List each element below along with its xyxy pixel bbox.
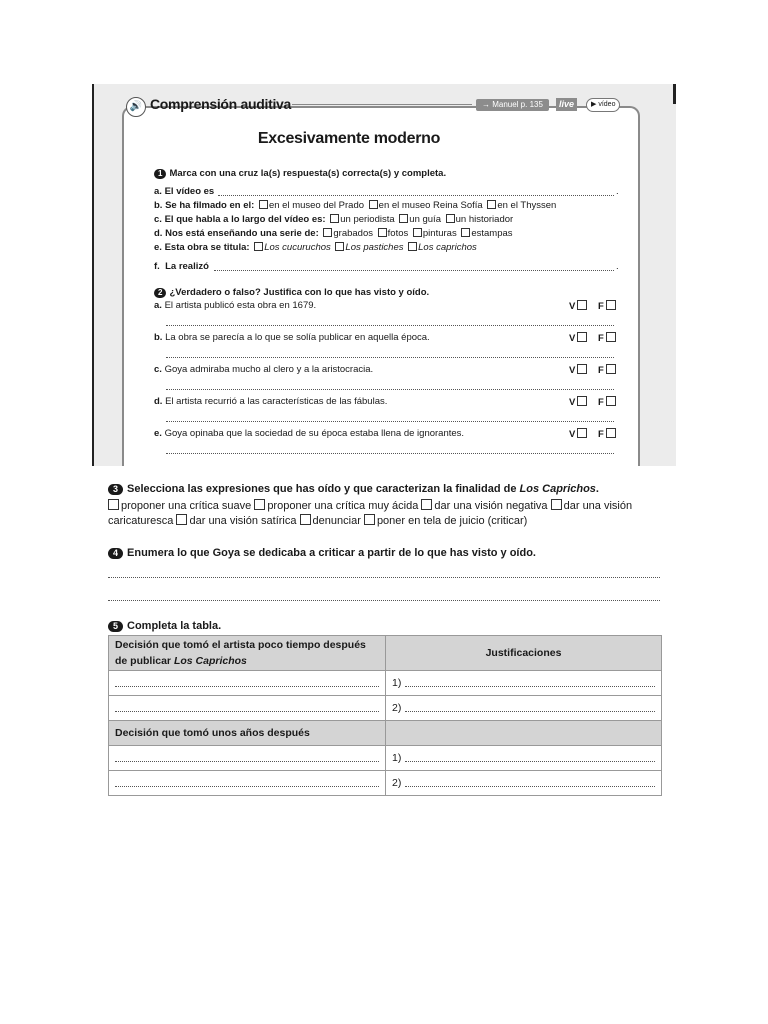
ex2-a-false[interactable] — [598, 300, 617, 312]
ex1-c-label: El que habla a lo largo del vídeo es: — [164, 214, 326, 225]
ex3-instruction: Selecciona las expresiones que has oído y que caracterizan la finalidad de — [127, 483, 517, 495]
table-row — [109, 671, 662, 696]
table-row — [109, 696, 662, 721]
ex1-a-letter: a. — [154, 186, 162, 197]
ex2-b-text: La obra se parecía a lo que se solía publicar en aquella época. — [165, 332, 430, 343]
checkbox[interactable] — [577, 300, 587, 310]
ex3-instruction-line — [108, 482, 668, 497]
ex2-d-false[interactable] — [598, 396, 617, 408]
col1-header-title: Los Caprichos — [173, 655, 247, 667]
ex1-b-label: Se ha filmado en el: — [165, 200, 255, 211]
table-section-header-row — [109, 721, 662, 746]
checkbox[interactable] — [606, 396, 616, 406]
option-label: un historiador — [455, 214, 514, 225]
ex2-instruction: ¿Verdadero o falso? Justifica con lo que has visto y oído. — [169, 287, 430, 298]
answer-line[interactable] — [405, 786, 655, 787]
ex1-f-letter: f. — [154, 261, 160, 272]
ex1-item-b — [154, 200, 556, 212]
ex2-a-true[interactable] — [569, 300, 588, 312]
row-label: 1) — [392, 752, 402, 764]
answer-line[interactable] — [115, 761, 379, 762]
checkbox[interactable] — [259, 200, 268, 209]
ex1-b-letter: b. — [154, 200, 163, 211]
section-title: Comprensión auditiva — [150, 96, 292, 112]
option-label: Los caprichos — [418, 242, 477, 253]
ex1-instruction: Marca con una cruz la(s) respuesta(s) correcta(s) y completa. — [169, 168, 447, 179]
answer-line[interactable] — [405, 686, 655, 687]
checkbox[interactable] — [577, 364, 587, 374]
ex2-d-text: El artista recurrió a las características de las fábulas. — [165, 396, 388, 407]
table-header-row — [109, 636, 662, 671]
checkbox[interactable] — [606, 364, 616, 374]
ex1-a-end-dot: . — [616, 186, 619, 197]
speaker-icon: 🔊 — [126, 97, 146, 117]
ex2-e-text: Goya opinaba que la sociedad de su época estaba llena de ignorantes. — [164, 428, 465, 439]
ex2-c-false[interactable] — [598, 364, 617, 376]
true-label: V — [569, 333, 576, 344]
ex2-c-true[interactable] — [569, 364, 588, 376]
ex1-a-answer-line[interactable] — [218, 195, 614, 196]
checkbox[interactable] — [108, 499, 119, 510]
option-label: proponer una crítica muy ácida — [267, 500, 419, 512]
exercise-card — [122, 106, 640, 466]
ex5-instruction: Completa la tabla. — [127, 620, 222, 632]
option-label: dar una visión caricaturesca — [108, 500, 633, 527]
false-label: F — [598, 365, 604, 376]
checkbox[interactable] — [421, 499, 432, 510]
ex2-c-letter: c. — [154, 364, 162, 375]
ex2-item-c — [154, 364, 373, 376]
ex1-number-badge: 1 — [154, 169, 166, 179]
option-label: grabados — [333, 228, 373, 239]
answer-line[interactable] — [115, 686, 379, 687]
checkbox[interactable] — [577, 332, 587, 342]
option-label: en el museo del Prado — [268, 200, 365, 211]
option-label: poner en tela de juicio (criticar) — [376, 515, 528, 527]
ex4-instruction-line — [108, 546, 536, 561]
col1-header — [109, 636, 386, 671]
play-icon: ▶ — [591, 101, 597, 108]
checkbox[interactable] — [551, 499, 562, 510]
ex2-b-true[interactable] — [569, 332, 588, 344]
option-label: dar una visión negativa — [434, 500, 548, 512]
ex1-item-a — [154, 186, 214, 198]
section2-header-empty — [386, 721, 662, 746]
ex1-item-e — [154, 242, 477, 254]
answer-line[interactable] — [115, 786, 379, 787]
ex1-d-letter: d. — [154, 228, 163, 239]
ex1-a-label: El vídeo es — [164, 186, 215, 197]
checkbox[interactable] — [413, 228, 422, 237]
decision-cell[interactable] — [109, 746, 386, 771]
checkbox[interactable] — [335, 242, 344, 251]
checkbox[interactable] — [254, 242, 263, 251]
ex2-c-answer-line[interactable] — [166, 389, 614, 390]
ex5-instruction-line — [108, 619, 221, 634]
ex1-f-label: La realizó — [165, 261, 209, 272]
checkbox[interactable] — [300, 514, 311, 525]
option-label: denunciar — [312, 515, 361, 527]
ex1-f-answer-line[interactable] — [214, 270, 614, 271]
table-row — [109, 746, 662, 771]
ex2-e-true[interactable] — [569, 428, 588, 440]
ex2-b-letter: b. — [154, 332, 163, 343]
ex2-instruction-line — [154, 287, 429, 299]
ex1-instruction-line — [154, 168, 446, 180]
ex3-number-badge: 3 — [108, 484, 123, 495]
ex3-instruction-title: Los Caprichos — [519, 483, 596, 495]
checkbox[interactable] — [369, 200, 378, 209]
ex3-instruction-end: . — [595, 483, 599, 495]
ex2-number-badge: 2 — [154, 288, 166, 298]
ex2-a-letter: a. — [154, 300, 162, 311]
decision-cell[interactable] — [109, 696, 386, 721]
ex1-e-letter: e. — [154, 242, 162, 253]
ex2-a-text: El artista publicó esta obra en 1679. — [164, 300, 317, 311]
checkbox[interactable] — [330, 214, 339, 223]
ex2-b-false[interactable] — [598, 332, 617, 344]
checkbox[interactable] — [254, 499, 265, 510]
ex2-a-answer-line[interactable] — [166, 325, 614, 326]
answer-line[interactable] — [405, 711, 655, 712]
checkbox[interactable] — [461, 228, 470, 237]
row-label: 1) — [392, 677, 402, 689]
checkbox[interactable] — [446, 214, 455, 223]
decision-cell[interactable] — [109, 771, 386, 796]
ex2-e-answer-line[interactable] — [166, 453, 614, 454]
true-label: V — [569, 397, 576, 408]
false-label: F — [598, 397, 604, 408]
checkbox[interactable] — [323, 228, 332, 237]
scan-border-right — [673, 84, 676, 104]
ex2-e-letter: e. — [154, 428, 162, 439]
ex1-item-f — [154, 261, 209, 273]
ex4-instruction: Enumera lo que Goya se dedicaba a criticar a partir de lo que has visto y oído. — [127, 547, 536, 559]
false-label: F — [598, 333, 604, 344]
ex1-f-end-dot: . — [616, 261, 619, 272]
justification-cell[interactable] — [386, 771, 662, 796]
checkbox[interactable] — [408, 242, 417, 251]
checkbox[interactable] — [606, 300, 616, 310]
ex2-item-a — [154, 300, 316, 312]
col1-header-text: Decisión que tomó el artista poco tiempo después de publicar — [115, 639, 366, 667]
checkbox[interactable] — [577, 428, 587, 438]
answer-line[interactable] — [115, 711, 379, 712]
ex2-c-text: Goya admiraba mucho al clero y a la aristocracia. — [164, 364, 374, 375]
col2-header: Justificaciones — [386, 636, 662, 671]
live-badge: live — [556, 98, 577, 111]
option-label: en el Thyssen — [497, 200, 557, 211]
section2-header: Decisión que tomó unos años después — [109, 721, 386, 746]
checkbox[interactable] — [577, 396, 587, 406]
manual-reference-badge: → Manuel p. 135 — [476, 99, 549, 111]
video-badge — [586, 98, 620, 112]
false-label: F — [598, 301, 604, 312]
header-rule — [292, 104, 472, 105]
option-label: estampas — [471, 228, 513, 239]
option-label: fotos — [387, 228, 409, 239]
ex4-answer-line[interactable] — [108, 577, 660, 578]
ex4-number-badge: 4 — [108, 548, 123, 559]
option-label: pinturas — [422, 228, 457, 239]
checkbox[interactable] — [606, 428, 616, 438]
option-label: Los cucuruchos — [264, 242, 331, 253]
answer-line[interactable] — [405, 761, 655, 762]
justification-cell[interactable] — [386, 746, 662, 771]
video-label: vídeo — [598, 101, 616, 108]
option-label: en el museo Reina Sofía — [378, 200, 483, 211]
table-row — [109, 771, 662, 796]
card-title: Excesivamente moderno — [257, 130, 441, 147]
ex3-options — [108, 499, 668, 529]
row-label: 2) — [392, 777, 402, 789]
checkbox[interactable] — [364, 514, 375, 525]
ex2-d-letter: d. — [154, 396, 163, 407]
checkbox[interactable] — [606, 332, 616, 342]
ex1-e-label: Esta obra se titula: — [164, 242, 250, 253]
ex4-answer-line[interactable] — [108, 600, 660, 601]
checkbox[interactable] — [487, 200, 496, 209]
ex5-number-badge: 5 — [108, 621, 123, 632]
ex2-e-false[interactable] — [598, 428, 617, 440]
ex1-d-label: Nos está enseñando una serie de: — [165, 228, 319, 239]
decision-table — [108, 635, 662, 796]
ex2-item-d — [154, 396, 387, 408]
justification-cell[interactable] — [386, 696, 662, 721]
decision-cell[interactable] — [109, 671, 386, 696]
option-label: un periodista — [340, 214, 395, 225]
ex2-b-answer-line[interactable] — [166, 357, 614, 358]
justification-cell[interactable] — [386, 671, 662, 696]
checkbox[interactable] — [176, 514, 187, 525]
ex1-c-letter: c. — [154, 214, 162, 225]
worksheet-scan — [92, 84, 676, 466]
true-label: V — [569, 301, 576, 312]
option-label: un guía — [409, 214, 441, 225]
option-label: Los pastiches — [345, 242, 404, 253]
true-label: V — [569, 429, 576, 440]
true-label: V — [569, 365, 576, 376]
checkbox[interactable] — [399, 214, 408, 223]
ex2-item-b — [154, 332, 430, 344]
ex2-d-true[interactable] — [569, 396, 588, 408]
ex2-d-answer-line[interactable] — [166, 421, 614, 422]
option-label: proponer una crítica suave — [121, 500, 252, 512]
option-label: dar una visión satírica — [189, 515, 297, 527]
ex1-item-d — [154, 228, 513, 240]
ex2-item-e — [154, 428, 464, 440]
checkbox[interactable] — [378, 228, 387, 237]
row-label: 2) — [392, 702, 402, 714]
false-label: F — [598, 429, 604, 440]
ex1-item-c — [154, 214, 513, 226]
